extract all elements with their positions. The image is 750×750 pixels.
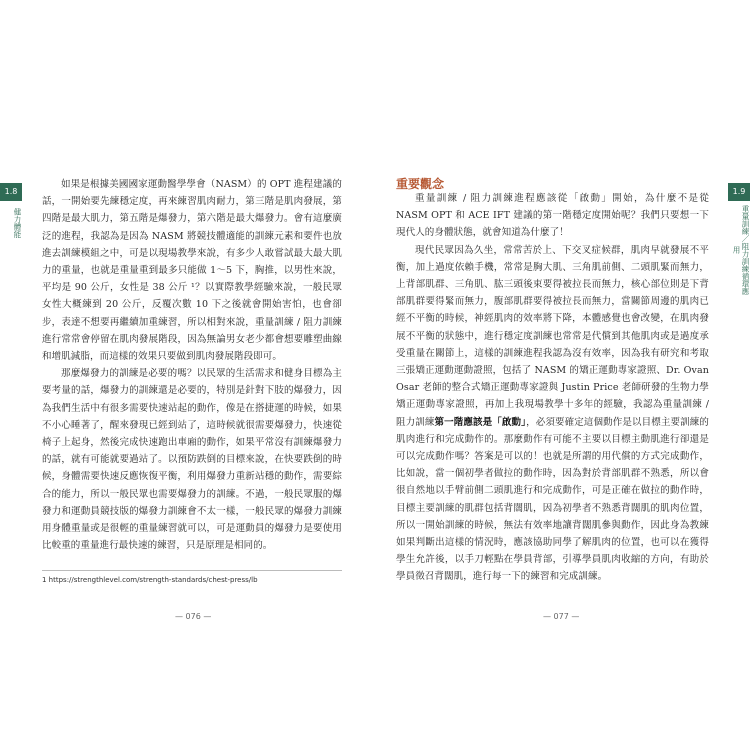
highlighted-text: 第一階應該是「啟動」: [434, 416, 527, 428]
chapter-number: 1.9: [732, 187, 746, 196]
paragraph-text: 現代民眾因為久坐，常常苦於上、下交叉症候群，肌肉早就發展不平衡，加上過度依賴手機，常常是胸大肌、三角肌前側、二頭肌緊而無力，上背部肌群、三角肌、肱三頭後束要得被拉長而無力，核心部位則是下背部肌群要得緊而無力，腹部肌群要得被拉長而無力，當關節周邊的肌肉已經不平衡的時候，神經肌肉的效率將下降，本體感覺也會改變，在肌肉發展不平衡的狀態中，進行穩定度訓練也常常是代償到其他肌肉或是過度承受重量在關節上，這樣的訓練進程我認為沒有效率，因為我有研究和考取三張矯正運動運動證照，包括了 NASM 的矯正運動專家證照、Dr. Ovan Osar 老師的整合式矯正運動專家證與 Justin Price 老師研發的生物力學矯正運動專家證照，再加上我現場教學十多年的經驗，我認為重量訓練 / 阻力訓練: [396, 244, 709, 428]
chapter-tab: [0, 183, 22, 238]
paragraph: 那麼爆發力的訓練是必要的嗎？以民眾的生活需求和健身目標為主要考量的話，爆發力的訓練還是必要的，特別是針對下肢的爆發力，因為我們生活中有很多需要快速站起的動作，像是在搭捷運的時候，如果不小心睡著了，醒來發現已經到站了，這時候就很需要爆發力，快速從椅子上起身，然後完成快速跑出車廂的動作，如果平常沒有訓練爆發力的話，就有可能就要過站了。以預防跌倒的目標來說，在快要跌倒的時候，身體需要快速反應恢復平衡，利用爆發力重新站穩的動作，需要綜合的能力，所以一般民眾也需要爆發力的訓練。不過，一般民眾服的爆發力和運動員競技版的爆發力訓練會不太一樣，一般民眾的爆發力訓練用身體重量或是很輕的重量練習就可以，可是運動員的爆發力是要使用比較重的重量進行最快速的練習，只是原理是相同的。: [42, 368, 342, 552]
left-body-text: [42, 176, 342, 554]
chapter-label: 健力體能: [0, 201, 22, 242]
page-number: — 077 —: [543, 612, 580, 621]
paragraph-text: ，必須要確定這個動作是以目標主要訓練的肌肉進行和完成動作的。那麼動作有可能不主要以目標主動肌進行卻還是可以完成動作嗎？答案是可以的！也就是所謂的用代償的方式完成動作，比如說，當一個初學者做拉的動作時，因為對於背部肌群不熟悉，所以會很自然地以手臂前側二頭肌進行和完成動作，可是正確在做拉的動作時，目標主要訓練的肌群包括背闊肌，因為初學者不熟悉背闊肌的肌肉位置，所以一開始訓練的時候，無法有效率地讓背闊肌參與動作，因此身為教練如果判斷出這樣的情況時，應該協助同學了解肌肉的位置，也可以在獲得學生允許後，以手刀輕點在學員背部，引導學員肌肉收縮的方向，有助於學員徵召背闊肌，進行每一下的練習和完成訓練。: [396, 416, 709, 583]
section-title: 重要觀念: [396, 177, 445, 191]
chapter-label: 重量訓練／阻力訓練循環應用: [728, 201, 750, 296]
footnote-divider: [42, 570, 342, 571]
paragraph: [396, 242, 709, 586]
page-number: — 076 —: [175, 612, 212, 621]
paragraph: 重量訓練 / 阻力訓練進程應該從「啟動」開始，為什麼不是從 NASM OPT 和 ACE IFT 建議的第一階穩定度開始呢？我們只要想一下現代人的身體狀態，就會知道為什麼了！: [396, 193, 709, 239]
paragraph: 如果是根據美國國家運動醫學學會（NASM）的 OPT 進程建議的話，一開始要先練穩定度，再來練習肌肉耐力，第三階是肌肉發展，第四階是最大肌力，第五階是爆發力，第六階是最大爆發力。會有這麼廣泛的進程，我認為是因為 NASM 將競技體適能的訓練元素和要件也放進去訓練模組之中，可是以現場教學來說，有多少人敢嘗試最大最大肌力的重量，也就是重量重到最多只能做 1～5 下，胸推，以男性來說，平均是 90 公斤，女性是 38 公斤 ¹？以實際教學經驗來說，一般民眾女性大概練到 20 公斤，反覆次數 10 下之後就會開始害怕，也會卻步，表達不想要再繼續加重練習，所以相對來說，重量訓練 / 阻力訓練進行常常會停留在肌肉發展階段，因為無論男女老少都會想要雕塑曲線和增肌減脂，而這樣的效果只要做到肌肉發展階段即可。: [42, 179, 342, 363]
right-body-text: [396, 190, 709, 586]
chapter-number: 1.8: [4, 187, 18, 196]
footnote: 1 https://strengthlevel.com/strength-standards/chest-press/lb: [42, 576, 258, 584]
chapter-tab: [728, 183, 750, 295]
